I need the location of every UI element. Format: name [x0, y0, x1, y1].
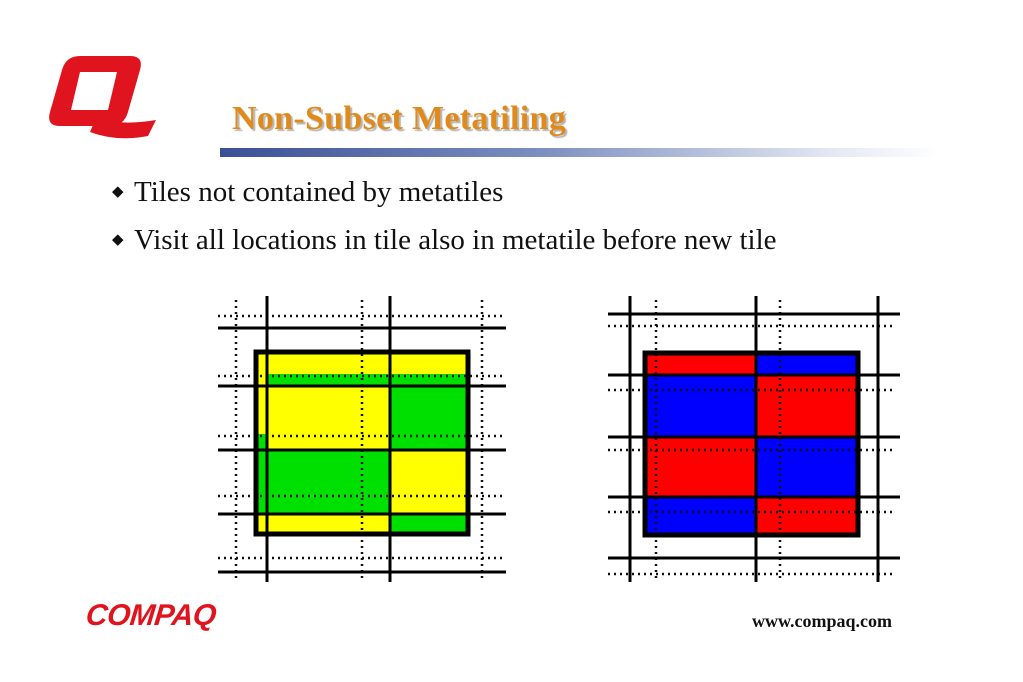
- right-tile-region: [645, 497, 756, 535]
- left-tile-region: [267, 450, 390, 514]
- bullet-item: [112, 168, 777, 216]
- right-tile-region: [756, 353, 858, 375]
- left-tile-region: [267, 386, 390, 450]
- right-tile-region: [645, 353, 756, 375]
- right-tile-region: [756, 497, 858, 535]
- bullet-item: [112, 216, 777, 264]
- diamond-bullet-icon: ◆: [112, 232, 124, 248]
- left-tile-region: [390, 450, 468, 514]
- compaq-q-logo-icon: [44, 52, 162, 144]
- right-tile-region: [756, 375, 858, 437]
- diamond-bullet-icon: ◆: [112, 184, 124, 200]
- right-tile-region: [756, 437, 858, 497]
- footer-url: www.compaq.com: [752, 611, 892, 631]
- left-tile-region: [267, 514, 390, 534]
- right-tile-region: [645, 375, 756, 437]
- compaq-brand-logo: COMPAQ: [84, 599, 218, 632]
- right-tile-region: [645, 437, 756, 497]
- right-metatile-diagram: [604, 294, 904, 584]
- left-tile-region: [390, 386, 468, 450]
- bullet-text: Visit all locations in tile also in metatile before new tile: [134, 224, 777, 256]
- bullet-list: [112, 168, 777, 264]
- left-tile-region: [256, 352, 390, 374]
- left-tile-region: [390, 352, 468, 374]
- title-underline: [220, 148, 940, 157]
- left-tile-region: [390, 514, 468, 534]
- left-metatile-diagram: [214, 294, 514, 584]
- bullet-text: Tiles not contained by metatiles: [134, 176, 504, 208]
- slide-title: Non-Subset Metatiling: [232, 100, 567, 137]
